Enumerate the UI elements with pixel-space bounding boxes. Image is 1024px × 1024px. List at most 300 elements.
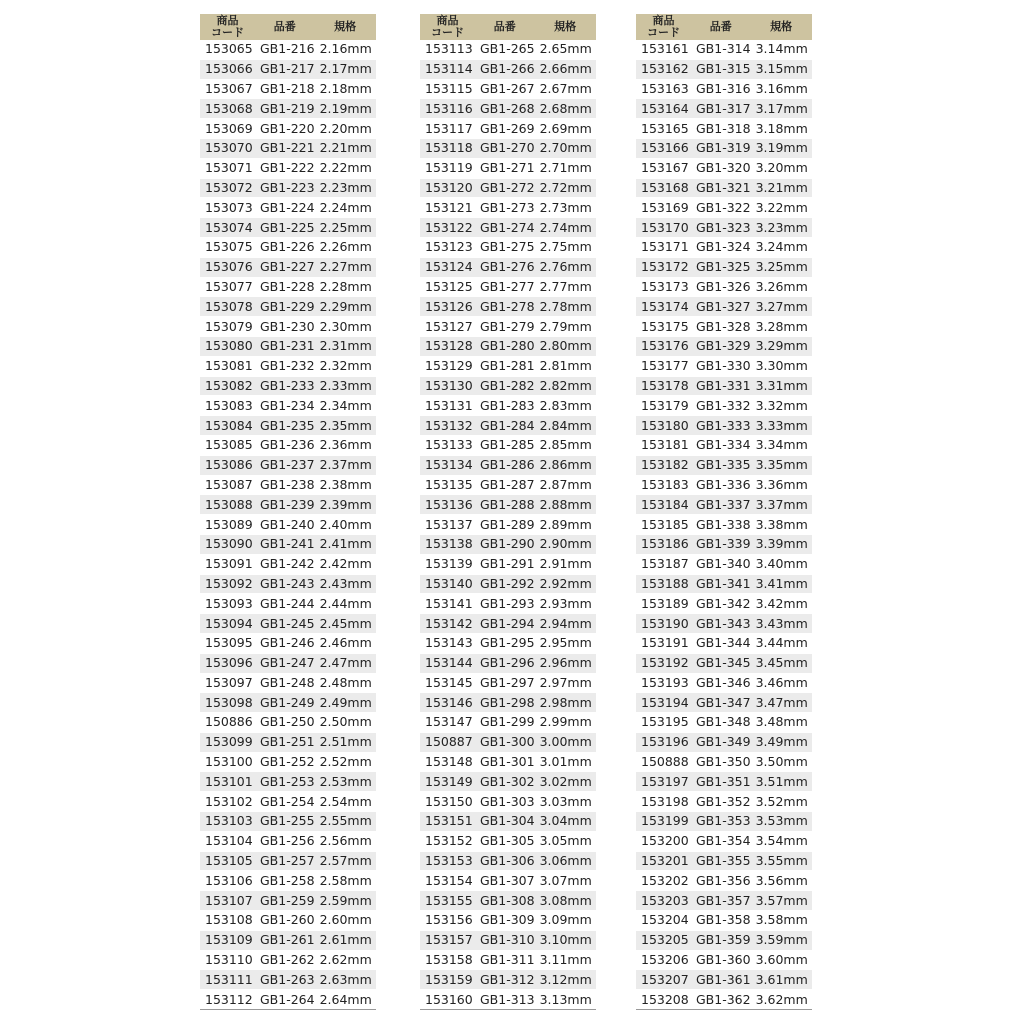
part-number-cell: GB1-326 [691,277,751,297]
spec-cell: 2.93mm [535,594,596,614]
table-row [200,653,376,673]
table-row [636,851,812,871]
product-code-cell: 153075 [200,237,255,257]
table-row [420,693,596,713]
part-number-cell: GB1-241 [255,534,315,554]
table-row [200,515,376,535]
product-code-cell: 153097 [200,673,255,693]
product-code-cell: 153166 [636,138,691,158]
spec-cell: 2.52mm [315,752,376,772]
table-row [420,673,596,693]
part-number-cell: GB1-349 [691,732,751,752]
table-row [420,970,596,990]
part-number-cell: GB1-338 [691,515,751,535]
spec-cell: 3.01mm [535,752,596,772]
spec-cell: 2.35mm [315,416,376,436]
table-row [636,277,812,297]
spec-cell: 2.41mm [315,534,376,554]
product-code-cell: 153177 [636,356,691,376]
product-code-cell: 153154 [420,871,475,891]
table-row [636,515,812,535]
spec-cell: 3.03mm [535,792,596,812]
part-number-cell: GB1-323 [691,218,751,238]
part-number-cell: GB1-265 [475,40,535,59]
spec-cell: 2.23mm [315,178,376,198]
part-number-cell: GB1-247 [255,653,315,673]
part-number-cell: GB1-229 [255,297,315,317]
table-row [420,713,596,733]
part-number-cell: GB1-290 [475,534,535,554]
spec-cell: 3.34mm [751,435,812,455]
part-number-cell: GB1-316 [691,79,751,99]
part-number-cell: GB1-306 [475,851,535,871]
spec-cell: 2.32mm [315,356,376,376]
part-number-cell: GB1-228 [255,277,315,297]
product-code-cell: 153168 [636,178,691,198]
product-code-cell: 153095 [200,633,255,653]
spec-cell: 3.58mm [751,911,812,931]
table-row [200,178,376,198]
part-number-cell: GB1-236 [255,435,315,455]
product-code-cell: 153204 [636,911,691,931]
product-code-cell: 153069 [200,119,255,139]
product-code-cell: 153207 [636,970,691,990]
product-code-cell: 153107 [200,891,255,911]
table-row [420,138,596,158]
product-code-cell: 153194 [636,693,691,713]
product-code-cell: 153144 [420,653,475,673]
table-row [420,376,596,396]
part-number-cell: GB1-342 [691,594,751,614]
product-code-cell: 153203 [636,891,691,911]
part-number-cell: GB1-244 [255,594,315,614]
product-code-cell: 153180 [636,416,691,436]
table-row [420,950,596,970]
product-code-cell: 153183 [636,475,691,495]
part-number-cell: GB1-289 [475,515,535,535]
part-number-cell: GB1-297 [475,673,535,693]
table-row [200,396,376,416]
product-code-cell: 153072 [200,178,255,198]
spec-cell: 2.94mm [535,614,596,634]
product-code-cell: 153121 [420,198,475,218]
product-code-cell: 153106 [200,871,255,891]
table-row [420,218,596,238]
part-number-cell: GB1-301 [475,752,535,772]
table-row [636,752,812,772]
part-number-cell: GB1-312 [475,970,535,990]
header-product-code [420,14,475,40]
product-code-cell: 153098 [200,693,255,713]
part-number-cell: GB1-225 [255,218,315,238]
header-code-line1: 商品 [216,14,239,27]
spec-cell: 2.58mm [315,871,376,891]
part-number-cell: GB1-281 [475,356,535,376]
product-code-cell: 153082 [200,376,255,396]
part-number-cell: GB1-294 [475,614,535,634]
spec-cell: 2.99mm [535,713,596,733]
table-body [200,40,376,1010]
part-number-cell: GB1-313 [475,990,535,1010]
table-row [200,534,376,554]
spec-cell: 2.76mm [535,257,596,277]
spec-cell: 3.30mm [751,356,812,376]
spec-cell: 3.11mm [535,950,596,970]
table-header-row [200,14,376,40]
part-number-cell: GB1-274 [475,218,535,238]
table-row [636,416,812,436]
product-code-cell: 153091 [200,554,255,574]
part-number-cell: GB1-292 [475,574,535,594]
product-code-cell: 153139 [420,554,475,574]
table-row [200,792,376,812]
part-number-cell: GB1-276 [475,257,535,277]
table-row [200,475,376,495]
product-code-cell: 153073 [200,198,255,218]
table-row [200,633,376,653]
product-code-cell: 153206 [636,950,691,970]
product-code-cell: 153153 [420,851,475,871]
product-code-cell: 153089 [200,515,255,535]
product-code-cell: 153099 [200,732,255,752]
part-number-cell: GB1-350 [691,752,751,772]
table-row [420,178,596,198]
spec-cell: 2.57mm [315,851,376,871]
spec-cell: 3.38mm [751,515,812,535]
spec-cell: 2.25mm [315,218,376,238]
table-row [200,218,376,238]
spec-cell: 3.24mm [751,237,812,257]
part-number-cell: GB1-219 [255,99,315,119]
spec-cell: 2.72mm [535,178,596,198]
product-code-cell: 153120 [420,178,475,198]
spec-cell: 3.55mm [751,851,812,871]
product-code-cell: 153112 [200,990,255,1010]
part-number-cell: GB1-335 [691,455,751,475]
spec-cell: 3.06mm [535,851,596,871]
part-number-cell: GB1-315 [691,59,751,79]
table-row [420,633,596,653]
table-row [420,99,596,119]
table-row [200,851,376,871]
product-code-cell: 153087 [200,475,255,495]
part-number-cell: GB1-298 [475,693,535,713]
part-number-cell: GB1-296 [475,653,535,673]
product-code-cell: 153065 [200,40,255,59]
table-row [420,198,596,218]
spec-cell: 3.08mm [535,891,596,911]
spec-cell: 2.24mm [315,198,376,218]
part-number-cell: GB1-254 [255,792,315,812]
spec-cell: 3.07mm [535,871,596,891]
table-row [200,713,376,733]
part-number-cell: GB1-321 [691,178,751,198]
spec-cell: 2.20mm [315,119,376,139]
spec-cell: 3.50mm [751,752,812,772]
part-number-cell: GB1-331 [691,376,751,396]
product-code-cell: 153148 [420,752,475,772]
part-number-cell: GB1-264 [255,990,315,1010]
table-row [420,515,596,535]
product-code-cell: 153192 [636,653,691,673]
product-code-cell: 153171 [636,237,691,257]
spec-cell: 3.45mm [751,653,812,673]
spec-cell: 3.16mm [751,79,812,99]
table-row [636,812,812,832]
spec-cell: 2.96mm [535,653,596,673]
table-row [636,119,812,139]
spec-cell: 2.63mm [315,970,376,990]
product-code-cell: 153159 [420,970,475,990]
part-number-cell: GB1-258 [255,871,315,891]
product-code-cell: 153088 [200,495,255,515]
product-code-cell: 153118 [420,138,475,158]
product-code-cell: 153179 [636,396,691,416]
part-number-cell: GB1-280 [475,336,535,356]
part-number-cell: GB1-309 [475,911,535,931]
spec-cell: 2.33mm [315,376,376,396]
header-product-code [200,14,255,40]
header-code-line2: コード [647,26,680,39]
table-row [636,455,812,475]
spec-cell: 3.61mm [751,970,812,990]
table-header-row [636,14,812,40]
spec-cell: 2.46mm [315,633,376,653]
table-row [636,653,812,673]
spec-cell: 3.59mm [751,930,812,950]
part-number-cell: GB1-352 [691,792,751,812]
table-row [200,99,376,119]
part-number-cell: GB1-339 [691,534,751,554]
product-code-cell: 153199 [636,812,691,832]
table-row [200,336,376,356]
product-code-cell: 153127 [420,317,475,337]
spec-cell: 2.85mm [535,435,596,455]
table-row [420,40,596,59]
product-code-cell: 153122 [420,218,475,238]
product-code-cell: 153150 [420,792,475,812]
table-row [636,59,812,79]
part-number-cell: GB1-253 [255,772,315,792]
spec-cell: 3.51mm [751,772,812,792]
part-number-cell: GB1-268 [475,99,535,119]
spec-cell: 3.32mm [751,396,812,416]
product-code-cell: 153145 [420,673,475,693]
table-row [420,831,596,851]
header-product-code [636,14,691,40]
spec-cell: 3.35mm [751,455,812,475]
part-number-cell: GB1-302 [475,772,535,792]
table-row [200,158,376,178]
table-row [200,970,376,990]
spec-cell: 2.95mm [535,633,596,653]
product-code-cell: 153074 [200,218,255,238]
table-row [636,891,812,911]
spec-cell: 2.64mm [315,990,376,1010]
table-row [200,317,376,337]
product-code-cell: 153196 [636,732,691,752]
product-code-cell: 153081 [200,356,255,376]
table-row [420,237,596,257]
table-row [636,297,812,317]
table-row [636,218,812,238]
part-number-cell: GB1-288 [475,495,535,515]
spec-cell: 2.67mm [535,79,596,99]
table-row [420,594,596,614]
part-number-cell: GB1-322 [691,198,751,218]
product-code-cell: 153158 [420,950,475,970]
table-row [420,732,596,752]
spec-cell: 2.28mm [315,277,376,297]
part-number-cell: GB1-325 [691,257,751,277]
product-code-cell: 153161 [636,40,691,59]
product-code-cell: 153135 [420,475,475,495]
spec-cell: 3.00mm [535,732,596,752]
table-row [636,594,812,614]
spec-cell: 2.74mm [535,218,596,238]
table-row [420,871,596,891]
part-number-cell: GB1-270 [475,138,535,158]
product-code-cell: 153086 [200,455,255,475]
spec-cell: 2.34mm [315,396,376,416]
spec-cell: 2.29mm [315,297,376,317]
table-row [636,198,812,218]
part-number-cell: GB1-359 [691,930,751,950]
part-number-cell: GB1-356 [691,871,751,891]
product-code-cell: 153100 [200,752,255,772]
product-code-cell: 153128 [420,336,475,356]
part-number-cell: GB1-242 [255,554,315,574]
table-row [200,455,376,475]
spec-cell: 2.16mm [315,40,376,59]
spec-cell: 2.87mm [535,475,596,495]
product-code-cell: 153146 [420,693,475,713]
spec-cell: 2.81mm [535,356,596,376]
part-number-cell: GB1-275 [475,237,535,257]
product-code-cell: 153188 [636,574,691,594]
table-row [636,356,812,376]
table-row [420,812,596,832]
table-row [200,376,376,396]
table-row [200,40,376,59]
spec-cell: 2.80mm [535,336,596,356]
table-row [636,871,812,891]
table-row [636,138,812,158]
spec-cell: 3.41mm [751,574,812,594]
part-number-cell: GB1-216 [255,40,315,59]
product-code-cell: 153208 [636,990,691,1010]
table-row [420,455,596,475]
table-row [636,574,812,594]
product-code-cell: 153175 [636,317,691,337]
product-code-cell: 153125 [420,277,475,297]
header-part-number: 品番 [475,14,535,40]
table-row [420,356,596,376]
product-code-cell: 153201 [636,851,691,871]
table-row [420,495,596,515]
product-code-cell: 153189 [636,594,691,614]
part-number-cell: GB1-347 [691,693,751,713]
product-code-cell: 153119 [420,158,475,178]
table-row [200,416,376,436]
table-row [636,99,812,119]
part-number-cell: GB1-305 [475,831,535,851]
spec-cell: 2.38mm [315,475,376,495]
part-number-cell: GB1-282 [475,376,535,396]
spec-cell: 2.31mm [315,336,376,356]
part-number-cell: GB1-348 [691,713,751,733]
spec-cell: 2.49mm [315,693,376,713]
table-row [420,653,596,673]
product-code-cell: 153165 [636,119,691,139]
product-code-cell: 153157 [420,930,475,950]
table-row [200,990,376,1010]
spec-cell: 2.86mm [535,455,596,475]
table-row [636,534,812,554]
product-code-cell: 153132 [420,416,475,436]
part-number-cell: GB1-362 [691,990,751,1010]
part-number-cell: GB1-233 [255,376,315,396]
table-body [636,40,812,1010]
part-number-cell: GB1-308 [475,891,535,911]
product-code-cell: 153149 [420,772,475,792]
spec-cell: 3.05mm [535,831,596,851]
part-number-cell: GB1-358 [691,911,751,931]
part-number-cell: GB1-231 [255,336,315,356]
table-row [636,792,812,812]
table-row [200,138,376,158]
product-code-cell: 153105 [200,851,255,871]
product-code-cell: 153198 [636,792,691,812]
spec-cell: 3.04mm [535,812,596,832]
spec-cell: 3.22mm [751,198,812,218]
product-code-cell: 153130 [420,376,475,396]
table-row [200,732,376,752]
part-number-cell: GB1-223 [255,178,315,198]
header-part-number: 品番 [691,14,751,40]
product-code-cell: 153170 [636,218,691,238]
spec-cell: 2.51mm [315,732,376,752]
part-number-cell: GB1-299 [475,713,535,733]
table-row [200,59,376,79]
spec-cell: 2.91mm [535,554,596,574]
product-code-cell: 153193 [636,673,691,693]
part-number-cell: GB1-320 [691,158,751,178]
product-code-cell: 153190 [636,614,691,634]
table-row [200,495,376,515]
header-code-line1: 商品 [436,14,459,27]
table-row [420,257,596,277]
spec-cell: 2.39mm [315,495,376,515]
table-row [636,79,812,99]
part-number-cell: GB1-237 [255,455,315,475]
spec-cell: 2.73mm [535,198,596,218]
part-number-cell: GB1-351 [691,772,751,792]
product-code-cell: 153096 [200,653,255,673]
spec-cell: 3.31mm [751,376,812,396]
product-code-cell: 153110 [200,950,255,970]
part-number-cell: GB1-232 [255,356,315,376]
part-number-cell: GB1-251 [255,732,315,752]
product-code-cell: 153172 [636,257,691,277]
part-number-cell: GB1-336 [691,475,751,495]
part-number-cell: GB1-243 [255,574,315,594]
part-number-cell: GB1-269 [475,119,535,139]
product-code-cell: 153116 [420,99,475,119]
part-number-cell: GB1-327 [691,297,751,317]
part-number-cell: GB1-256 [255,831,315,851]
spec-cell: 3.29mm [751,336,812,356]
